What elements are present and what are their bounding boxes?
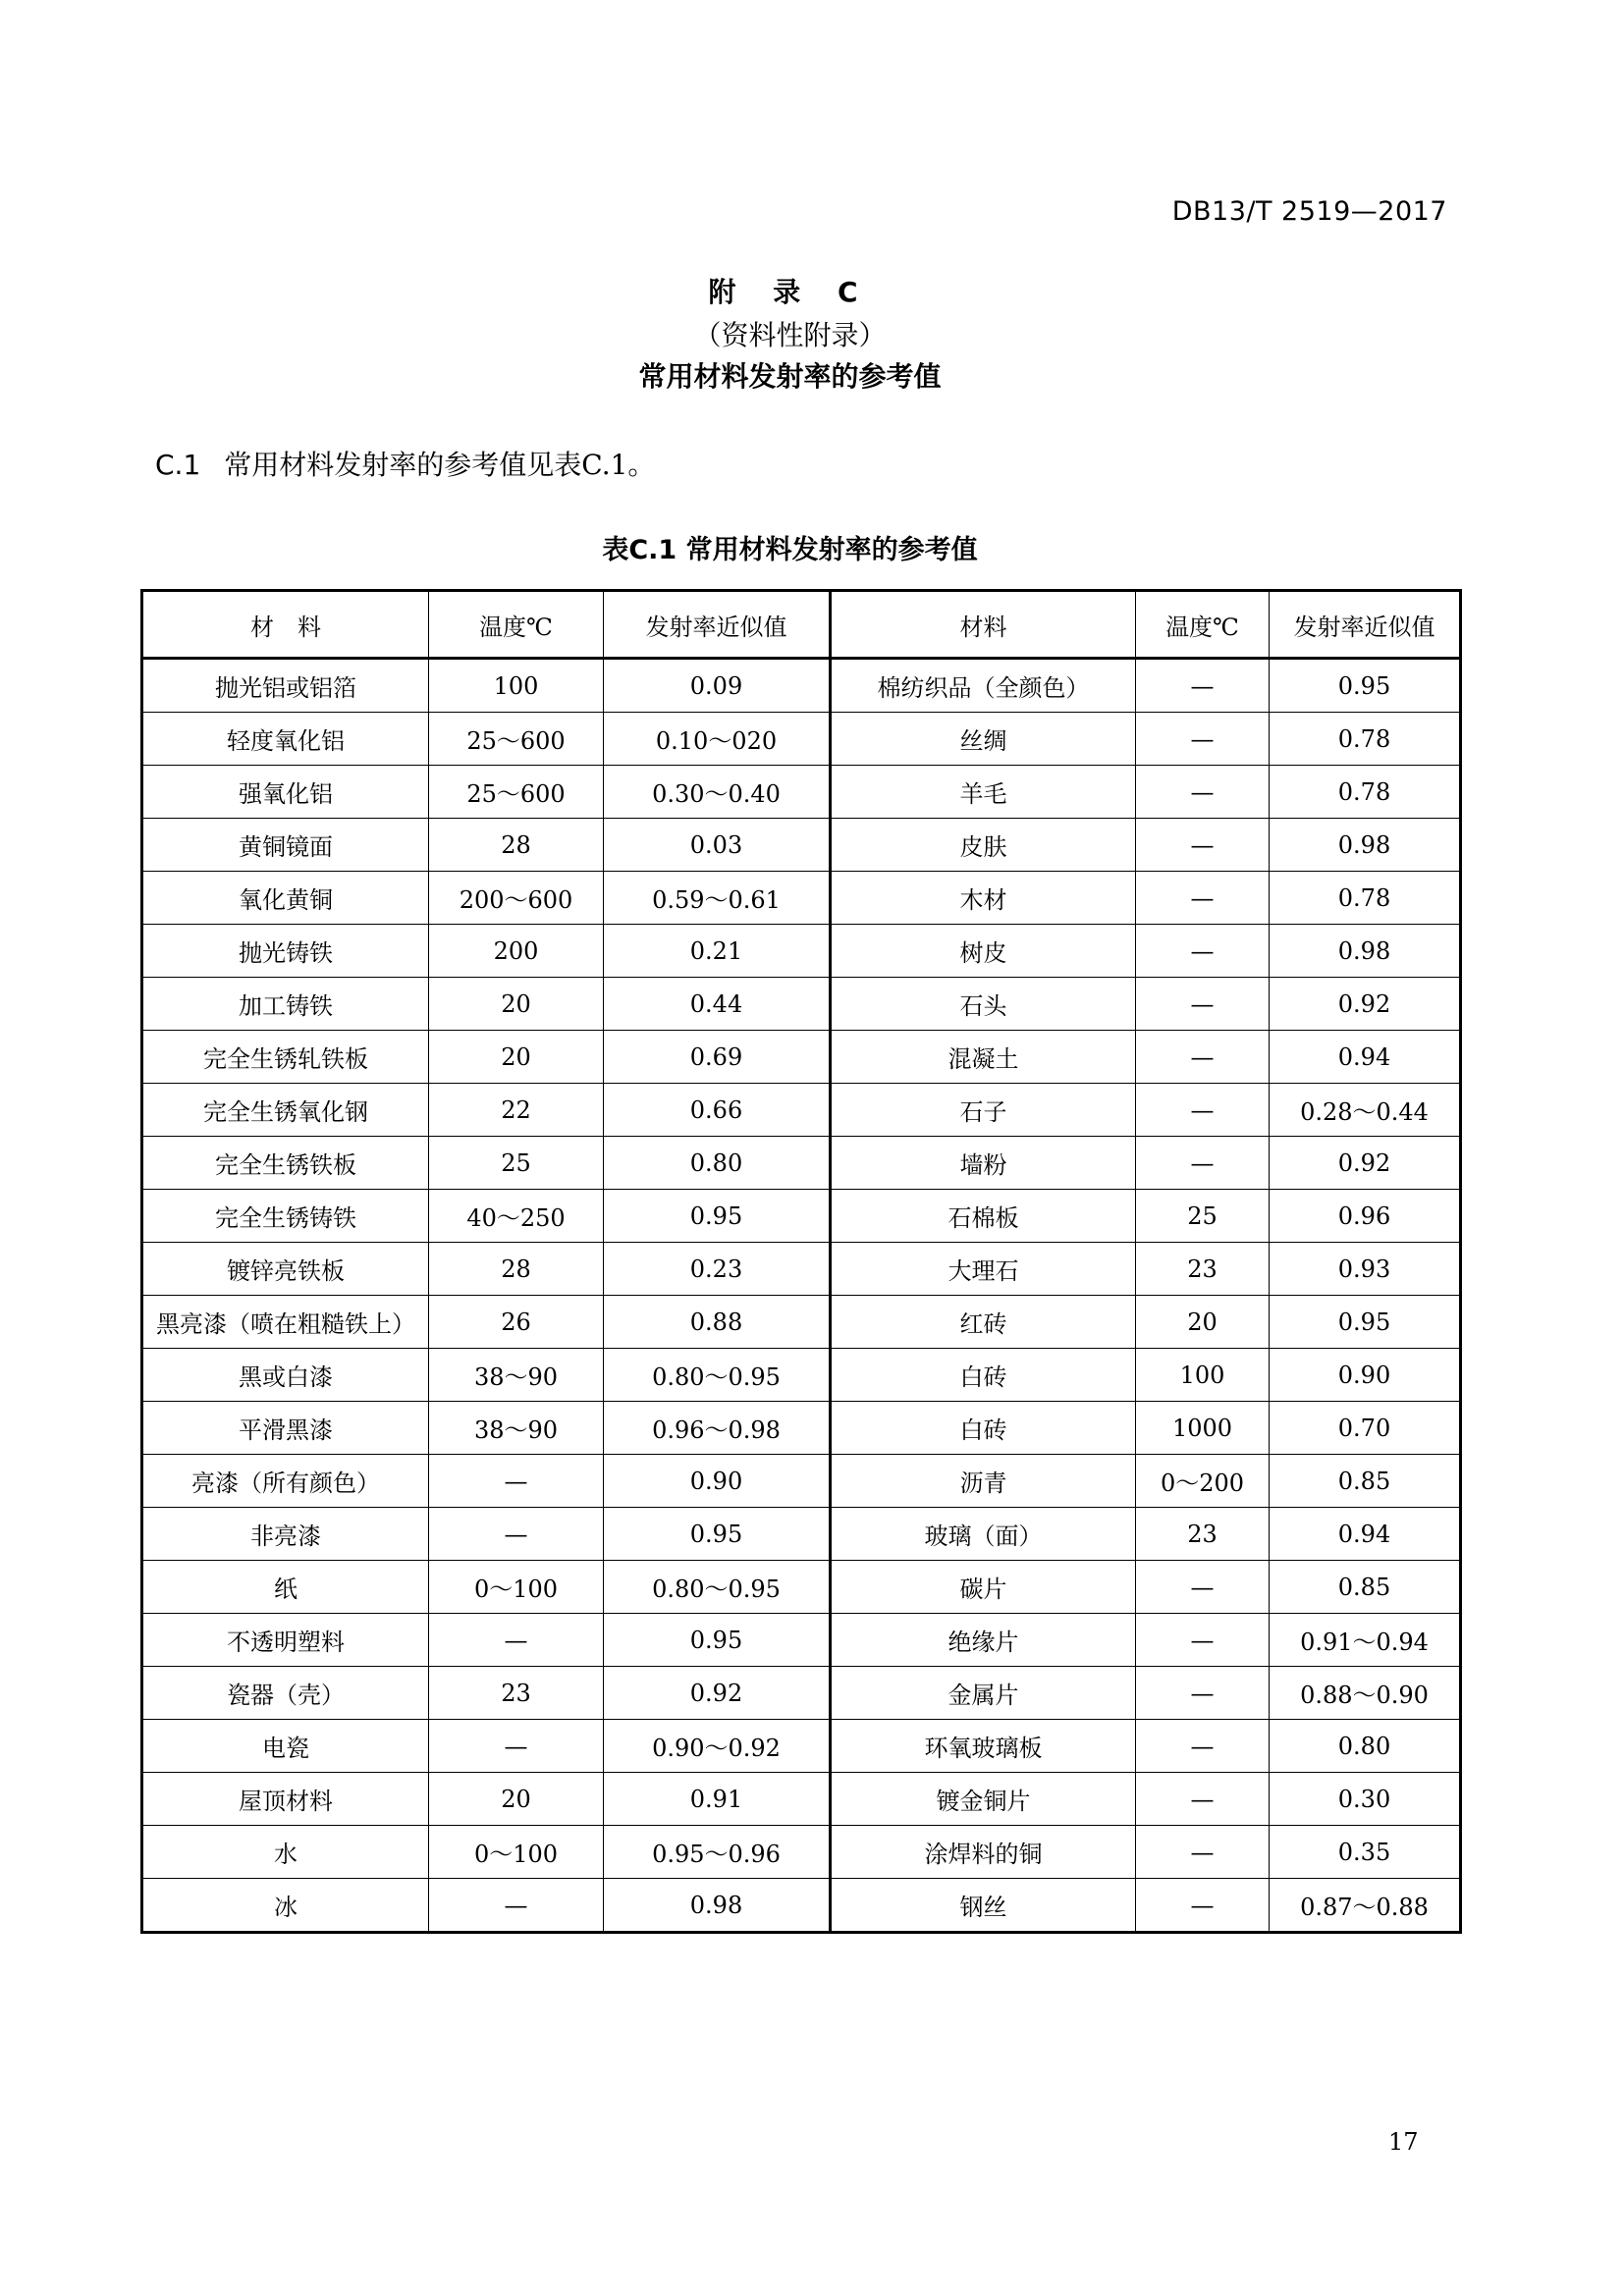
cell-emissivity-1: 0.80～0.95: [604, 1349, 831, 1402]
table-row: [142, 1561, 1461, 1614]
cell-temperature-1: 25～600: [429, 713, 604, 766]
cell-emissivity-1: 0.09: [604, 659, 831, 713]
clause-number: C.1: [155, 449, 201, 481]
cell-emissivity-1: 0.66: [604, 1084, 831, 1137]
cell-emissivity-1: 0.03: [604, 819, 831, 872]
cell-emissivity-1: 0.95: [604, 1614, 831, 1667]
cell-temperature-1: 25: [429, 1137, 604, 1190]
cell-emissivity-2: 0.85: [1270, 1455, 1461, 1508]
appendix-name: 常用材料发射率的参考值: [638, 360, 942, 393]
table-row: [142, 1243, 1461, 1296]
cell-material-2: 钢丝: [831, 1879, 1136, 1933]
cell-material-2: 树皮: [831, 925, 1136, 978]
cell-material-2: 墙粉: [831, 1137, 1136, 1190]
cell-emissivity-1: 0.21: [604, 925, 831, 978]
cell-material-2: 石棉板: [831, 1190, 1136, 1243]
cell-emissivity-1: 0.92: [604, 1667, 831, 1720]
table-row: [142, 819, 1461, 872]
cell-material-1: 屋顶材料: [142, 1773, 429, 1826]
cell-emissivity-2: 0.78: [1270, 872, 1461, 925]
cell-emissivity-1: 0.91: [604, 1773, 831, 1826]
cell-material-2: 皮肤: [831, 819, 1136, 872]
cell-temperature-2: 100: [1136, 1349, 1270, 1402]
cell-temperature-1: 200～600: [429, 872, 604, 925]
cell-emissivity-1: 0.95: [604, 1508, 831, 1561]
cell-temperature-1: 28: [429, 1243, 604, 1296]
cell-material-2: 红砖: [831, 1296, 1136, 1349]
table-header: [142, 591, 1461, 659]
cell-emissivity-2: 0.96: [1270, 1190, 1461, 1243]
cell-temperature-2: —: [1136, 819, 1270, 872]
document-code: DB13/T 2519—2017: [1171, 196, 1447, 227]
clause-text: 常用材料发射率的参考值见表C.1。: [224, 449, 656, 481]
cell-temperature-1: 0～100: [429, 1826, 604, 1879]
cell-temperature-2: —: [1136, 1773, 1270, 1826]
cell-material-2: 玻璃（面）: [831, 1508, 1136, 1561]
cell-temperature-1: —: [429, 1508, 604, 1561]
cell-temperature-2: —: [1136, 1031, 1270, 1084]
cell-temperature-2: —: [1136, 766, 1270, 819]
cell-temperature-1: 40～250: [429, 1190, 604, 1243]
cell-emissivity-1: 0.88: [604, 1296, 831, 1349]
cell-emissivity-2: 0.94: [1270, 1508, 1461, 1561]
table-row: [142, 978, 1461, 1031]
cell-temperature-2: —: [1136, 1614, 1270, 1667]
header-emissivity-1: 发射率近似值: [604, 591, 831, 659]
cell-temperature-2: 0～200: [1136, 1455, 1270, 1508]
cell-emissivity-1: 0.96～0.98: [604, 1402, 831, 1455]
cell-temperature-2: 23: [1136, 1243, 1270, 1296]
cell-emissivity-2: 0.92: [1270, 1137, 1461, 1190]
cell-material-1: 轻度氧化铝: [142, 713, 429, 766]
cell-material-1: 水: [142, 1826, 429, 1879]
cell-material-2: 涂焊料的铜: [831, 1826, 1136, 1879]
cell-temperature-2: —: [1136, 1667, 1270, 1720]
cell-temperature-1: —: [429, 1614, 604, 1667]
cell-temperature-2: —: [1136, 872, 1270, 925]
cell-emissivity-2: 0.87～0.88: [1270, 1879, 1461, 1933]
cell-emissivity-2: 0.88～0.90: [1270, 1667, 1461, 1720]
table-row: [142, 1826, 1461, 1879]
header-material-2: 材料: [831, 591, 1136, 659]
cell-temperature-2: —: [1136, 659, 1270, 713]
header-emissivity-2: 发射率近似值: [1270, 591, 1461, 659]
cell-emissivity-1: 0.80～0.95: [604, 1561, 831, 1614]
page-number: 17: [1388, 2128, 1419, 2156]
cell-material-2: 大理石: [831, 1243, 1136, 1296]
cell-emissivity-2: 0.80: [1270, 1720, 1461, 1773]
cell-temperature-1: 23: [429, 1667, 604, 1720]
cell-emissivity-2: 0.78: [1270, 713, 1461, 766]
cell-emissivity-1: 0.98: [604, 1879, 831, 1933]
header-row: [142, 591, 1461, 659]
cell-temperature-1: 20: [429, 978, 604, 1031]
cell-temperature-1: 38～90: [429, 1349, 604, 1402]
table-row: [142, 872, 1461, 925]
cell-material-2: 白砖: [831, 1402, 1136, 1455]
cell-emissivity-2: 0.91～0.94: [1270, 1614, 1461, 1667]
cell-temperature-1: 200: [429, 925, 604, 978]
emissivity-table: [140, 589, 1462, 1934]
table-row: [142, 1084, 1461, 1137]
cell-material-2: 丝绸: [831, 713, 1136, 766]
cell-material-2: 木材: [831, 872, 1136, 925]
cell-material-2: 棉纺织品（全颜色）: [831, 659, 1136, 713]
cell-material-1: 完全生锈氧化钢: [142, 1084, 429, 1137]
cell-material-1: 非亮漆: [142, 1508, 429, 1561]
cell-temperature-1: 20: [429, 1773, 604, 1826]
cell-material-2: 石头: [831, 978, 1136, 1031]
table-row: [142, 1296, 1461, 1349]
cell-material-2: 绝缘片: [831, 1614, 1136, 1667]
table-caption: 表C.1 常用材料发射率的参考值: [602, 535, 978, 565]
cell-material-1: 纸: [142, 1561, 429, 1614]
cell-emissivity-1: 0.90～0.92: [604, 1720, 831, 1773]
table-row: [142, 1349, 1461, 1402]
cell-material-1: 瓷器（壳）: [142, 1667, 429, 1720]
cell-emissivity-1: 0.95: [604, 1190, 831, 1243]
cell-temperature-1: 28: [429, 819, 604, 872]
cell-emissivity-1: 0.23: [604, 1243, 831, 1296]
cell-material-1: 抛光铝或铝箔: [142, 659, 429, 713]
cell-emissivity-1: 0.10～020: [604, 713, 831, 766]
cell-material-1: 不透明塑料: [142, 1614, 429, 1667]
table-row: [142, 1031, 1461, 1084]
cell-material-2: 沥青: [831, 1455, 1136, 1508]
table-row: [142, 659, 1461, 713]
table-row: [142, 1455, 1461, 1508]
table-row: [142, 925, 1461, 978]
cell-material-2: 镀金铜片: [831, 1773, 1136, 1826]
clause-c1: [155, 444, 655, 483]
cell-material-1: 加工铸铁: [142, 978, 429, 1031]
cell-emissivity-2: 0.35: [1270, 1826, 1461, 1879]
cell-emissivity-2: 0.98: [1270, 925, 1461, 978]
table-row: [142, 1508, 1461, 1561]
cell-emissivity-2: 0.98: [1270, 819, 1461, 872]
cell-temperature-1: —: [429, 1879, 604, 1933]
cell-temperature-1: 38～90: [429, 1402, 604, 1455]
cell-temperature-1: —: [429, 1455, 604, 1508]
cell-material-1: 黑亮漆（喷在粗糙铁上）: [142, 1296, 429, 1349]
cell-material-1: 抛光铸铁: [142, 925, 429, 978]
cell-material-2: 环氧玻璃板: [831, 1720, 1136, 1773]
cell-emissivity-2: 0.78: [1270, 766, 1461, 819]
cell-temperature-2: —: [1136, 1720, 1270, 1773]
table-row: [142, 1190, 1461, 1243]
table-row: [142, 1667, 1461, 1720]
cell-emissivity-2: 0.94: [1270, 1031, 1461, 1084]
cell-material-1: 平滑黑漆: [142, 1402, 429, 1455]
cell-temperature-1: 26: [429, 1296, 604, 1349]
cell-material-2: 碳片: [831, 1561, 1136, 1614]
table-row: [142, 713, 1461, 766]
cell-temperature-1: 20: [429, 1031, 604, 1084]
cell-temperature-2: —: [1136, 1826, 1270, 1879]
cell-emissivity-2: 0.70: [1270, 1402, 1461, 1455]
cell-temperature-1: 25～600: [429, 766, 604, 819]
cell-material-1: 黑或白漆: [142, 1349, 429, 1402]
appendix-title: 附 录 C: [708, 276, 872, 308]
header-temperature-1: 温度℃: [429, 591, 604, 659]
cell-material-1: 黄铜镜面: [142, 819, 429, 872]
cell-material-1: 完全生锈轧铁板: [142, 1031, 429, 1084]
cell-temperature-1: 0～100: [429, 1561, 604, 1614]
cell-emissivity-2: 0.90: [1270, 1349, 1461, 1402]
cell-material-1: 强氧化铝: [142, 766, 429, 819]
header-material-1: 材 料: [142, 591, 429, 659]
cell-emissivity-2: 0.92: [1270, 978, 1461, 1031]
table-row: [142, 1879, 1461, 1933]
appendix-type: （资料性附录）: [693, 319, 887, 351]
cell-emissivity-1: 0.95～0.96: [604, 1826, 831, 1879]
cell-temperature-2: —: [1136, 713, 1270, 766]
cell-material-2: 白砖: [831, 1349, 1136, 1402]
cell-material-1: 完全生锈铁板: [142, 1137, 429, 1190]
table-row: [142, 1402, 1461, 1455]
cell-material-2: 混凝土: [831, 1031, 1136, 1084]
cell-temperature-2: —: [1136, 1879, 1270, 1933]
cell-emissivity-1: 0.44: [604, 978, 831, 1031]
cell-emissivity-1: 0.69: [604, 1031, 831, 1084]
cell-temperature-2: —: [1136, 1137, 1270, 1190]
table-body: [142, 659, 1461, 1933]
cell-temperature-2: 20: [1136, 1296, 1270, 1349]
cell-material-1: 冰: [142, 1879, 429, 1933]
cell-temperature-1: 100: [429, 659, 604, 713]
table-row: [142, 1137, 1461, 1190]
table-row: [142, 1773, 1461, 1826]
cell-material-1: 完全生锈铸铁: [142, 1190, 429, 1243]
cell-material-1: 镀锌亮铁板: [142, 1243, 429, 1296]
cell-material-2: 金属片: [831, 1667, 1136, 1720]
cell-emissivity-2: 0.85: [1270, 1561, 1461, 1614]
cell-emissivity-2: 0.95: [1270, 659, 1461, 713]
header-temperature-2: 温度℃: [1136, 591, 1270, 659]
table-row: [142, 766, 1461, 819]
cell-emissivity-2: 0.30: [1270, 1773, 1461, 1826]
cell-material-2: 羊毛: [831, 766, 1136, 819]
table-row: [142, 1614, 1461, 1667]
cell-emissivity-2: 0.93: [1270, 1243, 1461, 1296]
cell-temperature-2: —: [1136, 1561, 1270, 1614]
cell-material-2: 石子: [831, 1084, 1136, 1137]
cell-emissivity-1: 0.80: [604, 1137, 831, 1190]
cell-temperature-1: —: [429, 1720, 604, 1773]
cell-emissivity-1: 0.59～0.61: [604, 872, 831, 925]
cell-material-1: 亮漆（所有颜色）: [142, 1455, 429, 1508]
table-row: [142, 1720, 1461, 1773]
cell-emissivity-1: 0.30～0.40: [604, 766, 831, 819]
cell-emissivity-2: 0.28～0.44: [1270, 1084, 1461, 1137]
cell-temperature-2: —: [1136, 1084, 1270, 1137]
cell-temperature-2: —: [1136, 978, 1270, 1031]
cell-temperature-2: 25: [1136, 1190, 1270, 1243]
cell-emissivity-1: 0.90: [604, 1455, 831, 1508]
cell-material-1: 氧化黄铜: [142, 872, 429, 925]
cell-temperature-2: —: [1136, 925, 1270, 978]
cell-emissivity-2: 0.95: [1270, 1296, 1461, 1349]
cell-temperature-2: 1000: [1136, 1402, 1270, 1455]
cell-material-1: 电瓷: [142, 1720, 429, 1773]
cell-temperature-1: 22: [429, 1084, 604, 1137]
cell-temperature-2: 23: [1136, 1508, 1270, 1561]
